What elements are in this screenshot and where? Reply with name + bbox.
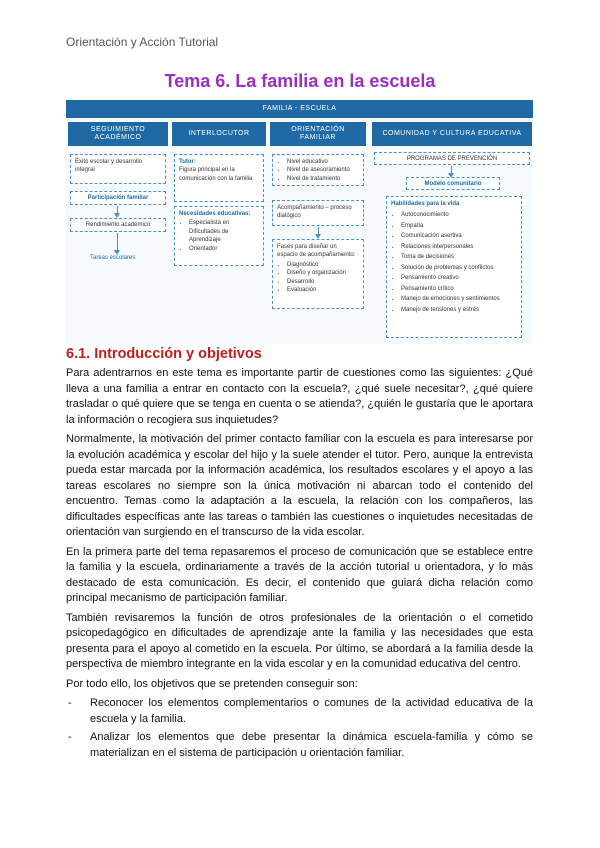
habilidad-item: • Empatía: [401, 221, 517, 232]
habilidades-title: Habilidades para la vida: [391, 201, 460, 207]
page-title: Tema 6. La familia en la escuela: [164, 71, 436, 91]
document-header: Orientación y Acción Tutorial: [66, 35, 219, 49]
participacion-box: Participación familiar: [70, 191, 166, 205]
column-header-orientacion: ORIENTACIÓN FAMILIAR: [270, 122, 366, 146]
habilidades-box: [386, 196, 522, 338]
tareas-label: Tareas escolares: [90, 255, 136, 261]
arrow-down-icon: [117, 233, 118, 251]
fase-item: • Diseño y organización: [287, 269, 359, 277]
fases-box: [272, 239, 364, 309]
nee-box: [174, 206, 264, 266]
diagram-top-label: FAMILIA - ESCUELA: [66, 100, 533, 118]
habilidad-item: • Autoconocimiento: [401, 210, 517, 221]
nivel-item: • Nivel de tratamiento: [287, 175, 359, 183]
rendimiento-box: Rendimiento académico: [70, 218, 166, 232]
column-header-interlocutor: INTERLOCUTOR: [172, 122, 266, 146]
tutor-box: [174, 154, 264, 202]
tutor-title: Tutor:: [179, 159, 196, 165]
habilidad-item: • Manejo de emociones y sentimientos: [401, 294, 517, 305]
habilidad-item: • Pensamiento creativo: [401, 273, 517, 284]
habilidad-item: • Pensamiento crítico: [401, 284, 517, 295]
exito-box: Éxito escolar y desarrollo integral: [70, 154, 166, 184]
arrow-down-icon: [451, 166, 452, 174]
objectives-list: [66, 696, 533, 761]
programas-box: PROGRAMAS DE PREVENCIÓN: [374, 152, 530, 165]
nivel-item: • Nivel educativo: [287, 158, 359, 166]
habilidad-item: • Solución de problemas y conflictos: [401, 263, 517, 274]
nee-title: Necesidades educativas:: [179, 211, 251, 217]
nivel-item: • Nivel de asesoramiento: [287, 166, 359, 174]
fases-title: Fases para diseñar un espacio de acompañamiento:: [277, 244, 356, 259]
habilidad-item: • Relaciones interpersonales: [401, 242, 517, 253]
body-text: [66, 366, 533, 764]
paragraph: Por todo ello, los objetivos que se pretenden conseguir son:: [66, 677, 358, 690]
tutor-text: Figura principal en la comunicación con la familia: [179, 167, 253, 182]
paragraph: Normalmente, la motivación del primer contacto familiar con la escuela es para interesarse por la evolución académica y escolar del hijo y la suele atender el tutor. Pero, aunque la entrevista pueda estar marcada por la información académica, los resultados escolares y el apoyo a las tareas escolares no siempre son la única motivación ni abarcan todo el contenido del encuentro. Temas como la adaptación a la escuela, la relación con los compañeros, las dificultades específicas ante las tareas o también las cuestiones o inquietudes necesitadas de orientación van surgiendo en el transcurso de la vida escolar.: [66, 433, 533, 538]
section-title: 6.1. Introducción y objetivos: [66, 346, 262, 362]
arrow-down-icon: [117, 206, 118, 214]
niveles-box: [272, 154, 364, 186]
objective-item: - Reconocer los elementos complementarios o comunes de la actividad educativa de la escuela y la familia.: [90, 696, 533, 727]
fase-item: • Diagnóstico: [287, 261, 359, 269]
fase-item: • Desarrollo: [287, 278, 359, 286]
paragraph: También revisaremos la función de otros profesionales de la orientación o el cometido psicopedagógico en dificultades de aprendizaje ante la familia y las necesidades que esta presenta para el apoyo al cometido en la escuela. Por último, se abordará a la familia desde la perspectiva de miembro integrante en la vida escolar y en la comunidad educativa del centro.: [66, 611, 533, 670]
habilidad-item: • Manejo de tensiones y estrés: [401, 305, 517, 316]
column-header-seguimiento: SEGUIMIENTO ACADÉMICO: [68, 122, 168, 146]
modelo-box: Modelo comunitario: [406, 177, 500, 190]
nee-item: • Orientador: [189, 245, 259, 253]
paragraph: En la primera parte del tema repasaremos el proceso de comunicación que se establece entre la familia y la escuela, ordinariamente a través de la acción tutorial u orientadora, y lo más destacado de esta comunicación. Es decir, el contenido que guiará dicha relación como principal mecanismo de participación familiar.: [66, 545, 533, 604]
fase-item: • Evaluación: [287, 286, 359, 294]
habilidad-item: • Toma de decisiones: [401, 252, 517, 263]
arrow-down-icon: [318, 227, 319, 235]
acompanamiento-box: Acompañamiento – proceso dialógico: [272, 200, 364, 226]
habilidad-item: • Comunicación asertiva: [401, 231, 517, 242]
family-school-diagram: [66, 100, 533, 344]
column-header-comunidad: COMUNIDAD Y CULTURA EDUCATIVA: [372, 122, 532, 146]
nee-item: • Especialista en Dificultades de Aprendizaje: [189, 219, 259, 244]
paragraph: Para adentrarnos en este tema es importante partir de cuestiones como las siguientes: ¿Qué lleva a una familia a entrar en contacto con la escuela?, ¿qué suele necesitar?, ¿qué quiere trasladar o qué quiere que se tenga en cuenta o se atienda?, ¿quién le gustaría que le aportara la información o recogiera sus inquietudes?: [66, 367, 533, 426]
objective-item: - Analizar los elementos que debe presentar la dinámica escuela-familia y cómo se materializan en el sistema de participación u orientación familiar.: [90, 730, 533, 761]
